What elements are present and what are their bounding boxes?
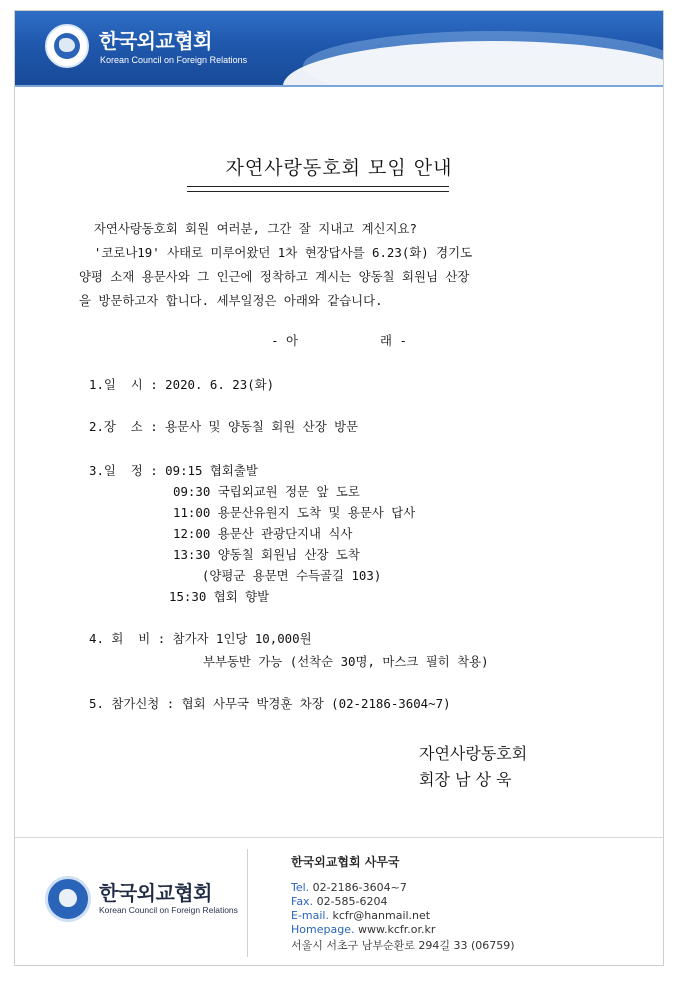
- schedule-line: 11:00 용문산유원지 도착 및 용문사 답사: [173, 505, 416, 520]
- footer-fax: [291, 895, 388, 908]
- intro-line-1: 자연사랑동호회 회원 여러분, 그간 잘 지내고 계신지요?: [79, 221, 417, 236]
- fax-value: 02-585-6204: [316, 895, 388, 908]
- email-value[interactable]: kcfr@hanmail.net: [332, 909, 431, 922]
- title-underline: [187, 186, 449, 192]
- org-name-en: Korean Council on Foreign Relations: [100, 55, 248, 65]
- globe-seal-icon: [45, 24, 89, 68]
- document-title: 자연사랑동호회 모임 안내: [225, 157, 453, 179]
- section-separator: - 아 래 -: [271, 333, 407, 348]
- footer-org-name-en: Korean Council on Foreign Relations: [99, 905, 238, 915]
- header-banner: [15, 11, 663, 87]
- schedule-line: 15:30 협회 향발: [169, 589, 270, 604]
- schedule-line: (양평군 용문면 수득골길 103): [187, 568, 382, 583]
- item-apply: 5. 참가신청 : 협회 사무국 박경훈 차장 (02-2186-3604~7): [89, 696, 451, 711]
- fax-label: Fax.: [291, 895, 314, 908]
- item-date: 1.일 시 : 2020. 6. 23(화): [89, 377, 275, 392]
- signature-chair: 회장 남 상 욱: [419, 770, 512, 789]
- footer-divider: [15, 837, 663, 838]
- footer-office-name: 한국외교협회 사무국: [291, 855, 400, 869]
- schedule-line: 09:30 국립외교원 정문 앞 도로: [173, 484, 360, 499]
- footer-homepage: [291, 923, 435, 936]
- intro-line-4: 을 방문하고자 합니다. 세부일정은 아래와 같습니다.: [79, 293, 383, 308]
- homepage-label: Homepage.: [291, 923, 355, 936]
- footer-email: [291, 909, 430, 922]
- org-name-ko: 한국외교협회: [99, 29, 212, 53]
- item-place: 2.장 소 : 용문사 및 양동칠 회원 산장 방문: [89, 419, 359, 434]
- intro-line-3: 양평 소재 용문사와 그 인근에 정착하고 계시는 양동칠 회원님 산장: [79, 269, 470, 284]
- footer-tel: [291, 881, 407, 894]
- footer-vertical-divider: [247, 849, 248, 957]
- signature-club: 자연사랑동호회: [419, 744, 528, 763]
- email-label: E-mail.: [291, 909, 329, 922]
- homepage-link[interactable]: www.kcfr.or.kr: [357, 923, 436, 936]
- tel-label: Tel.: [291, 881, 310, 894]
- schedule-line: 13:30 양동칠 회원님 산장 도착: [173, 547, 360, 562]
- globe-seal-icon: [45, 876, 91, 922]
- footer-address: 서울시 서초구 남부순환로 294길 33 (06759): [291, 939, 515, 952]
- item-fee-note: 부부동반 가능 (선착순 30명, 마스크 필히 착용): [203, 654, 489, 669]
- tel-value: 02-2186-3604~7: [312, 881, 407, 894]
- schedule-line: 12:00 용문산 관광단지내 식사: [173, 526, 353, 541]
- intro-line-2: '코로나19' 사태로 미루어왔던 1차 현장답사를 6.23(화) 경기도: [79, 245, 473, 260]
- item-schedule-label: 3.일 정 : 09:15 협회출발: [89, 463, 258, 478]
- footer-org-name-ko: 한국외교협회: [99, 881, 212, 905]
- item-fee: 4. 회 비 : 참가자 1인당 10,000원: [89, 631, 312, 646]
- document-page: [14, 10, 664, 966]
